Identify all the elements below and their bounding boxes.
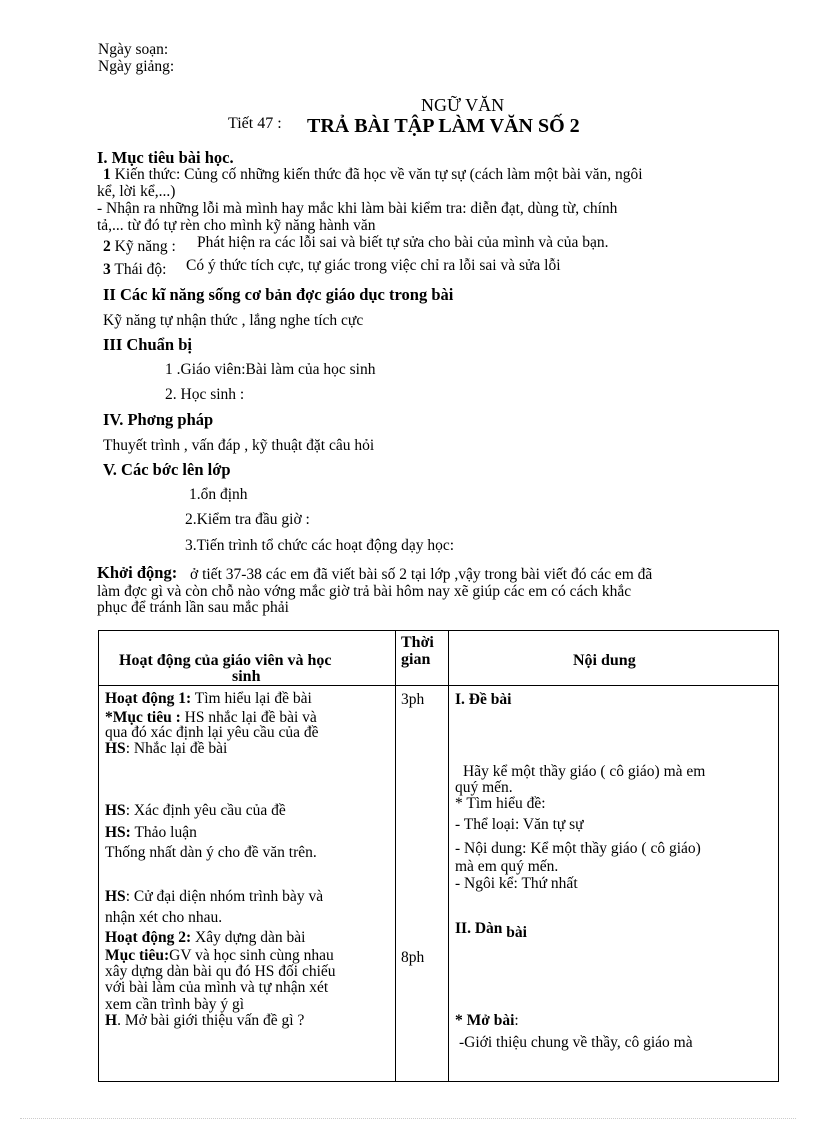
procedure-step-3: 3.Tiến trình tổ chức các hoạt động dạy học: [185,537,455,554]
section-method-heading: IV. Phơng pháp [103,410,214,429]
warmup-text: ở tiết 37-38 các em đã viết bài số 2 tại lớp ,vậy trong bài viết đó các em đã [190,566,653,583]
life-skills-text: Kỹ năng tự nhận thức , lắng nghe tích cực [103,312,364,329]
procedure-step-2: 2.Kiểm tra đầu giờ : [185,511,310,528]
attitude-text: Có ý thức tích cực, tự giác trong việc chỉ ra lỗi sai và sửa lỗi [186,257,561,274]
hs2-text: : Xác định yêu cầu của đề [125,802,286,819]
prep-date-label: Ngày soạn: [98,41,169,58]
activity2-label: Hoạt động 2: [105,929,192,946]
objective2-line4: xem cần trình bày ý gì [105,996,245,1013]
topic-text: Hãy kể một thầy giáo ( cô giáo) mà em [463,763,706,780]
hs1-label: HS [105,740,126,757]
teacher-prep: 1 .Giáo viên:Bài làm của học sinh [165,361,376,378]
genre-text: - Thể loại: Văn tự sự [455,816,584,833]
hs3-label: HS: [105,824,131,841]
table-header-row [99,631,779,686]
skill-text: Phát hiện ra các lỗi sai và biết tự sửa cho bài của mình và của bạn. [197,234,609,251]
time-activity2: 8ph [401,949,425,966]
header-content-label: Nội dung [573,652,636,669]
knowledge-number: 1 [103,166,111,183]
content-label: - Nội dung: [455,840,527,857]
content-text: Kể một thầy giáo ( cô giáo) [530,840,701,857]
analysis-heading: * Tìm hiểu đề: [455,795,546,812]
outline-heading-part1: II. Dàn [455,920,503,937]
header-activities-line2: sinh [232,668,261,685]
section-preparation-heading: III Chuẩn bị [103,335,192,354]
attitude-number: 3 [103,261,111,278]
knowledge-text-cont: kể, lời kể,...) [97,183,176,200]
topic-heading: I. Đề bài [455,691,512,708]
question-text: . Mở bài giới thiệu vấn đề gì ? [117,1012,305,1029]
lesson-table [98,630,779,1082]
skill-number: 2 [103,238,111,255]
hs2-label: HS [105,802,126,819]
warmup-label: Khởi động: [97,563,178,582]
warmup-text-end: phục để tránh lần sau mắc phải [97,599,289,616]
hs1-text: : Nhắc lại đề bài [125,740,228,757]
header-time [396,631,449,686]
lesson-number: Tiết 47 : [228,115,282,132]
section-life-skills-heading: II Các kĩ năng sống cơ bản đợc giáo dục trong bài [103,285,454,304]
header-time-line1: Thời [401,634,434,651]
page-bottom-rule [20,1118,796,1119]
activity1-label: Hoạt động 1: [105,690,192,707]
time-cell [396,686,449,1082]
hs3-text: Thảo luận [134,824,197,841]
intro-colon: : [514,1012,519,1029]
objective2-label: Mục tiêu: [105,947,170,964]
student-prep: 2. Học sinh : [165,386,245,403]
recognize-text-cont: tả,... từ đó tự rèn cho mình kỹ năng hành văn [97,217,376,234]
content-cell [449,686,779,1082]
page-title: TRẢ BÀI TẬP LÀM VĂN SỐ 2 [307,115,580,137]
section-objectives-heading: I. Mục tiêu bài học. [97,148,234,167]
warmup-text-cont: làm đợc gì và còn chỗ nào vớng mắc giờ trả bài hôm nay xẽ giúp các em có cách khắc [97,583,632,600]
topic-text-cont: quý mến. [455,779,513,796]
knowledge-text: Kiến thức: Củng cố những kiến thức đã học về văn tự sự (cách làm một bài văn, ngôi [114,166,643,183]
objective1-label: *Mục tiêu : [105,709,181,726]
hs4-text: : Cử đại diện nhóm trình bày và [125,888,324,905]
teach-date-label: Ngày giảng: [98,58,175,75]
recognize-text: - Nhận ra những lỗi mà mình hay mắc khi làm bài kiểm tra: diễn đạt, dùng từ, chính [97,200,618,217]
procedure-step-1: 1.ổn định [189,486,248,503]
header-time-line2: gian [401,651,431,668]
method-text: Thuyết trình , vấn đáp , kỹ thuật đặt câu hỏi [103,437,375,454]
activity1-text: Tìm hiểu lại đề bài [194,690,312,707]
time-activity1: 3ph [401,691,425,708]
hs4-text-cont: nhận xét cho nhau. [105,909,223,926]
content-text-cont: mà em quý mến. [455,858,559,875]
objective2-text: GV và học sinh cùng nhau [169,947,334,964]
section-procedure-heading: V. Các bớc lên lớp [103,460,231,479]
narrator-text: - Ngôi kể: Thứ nhất [455,875,578,892]
hs4-label: HS [105,888,126,905]
question-label: H [105,1012,118,1029]
activity2-text: Xây dựng dàn bài [195,929,306,946]
skill-label: Kỹ năng : [114,238,176,255]
objective1-text-cont: qua đó xác định lại yêu cầu của đề [105,724,319,741]
outline-heading-part2: bài [506,924,527,941]
header-activities [99,631,396,686]
attitude-label: Thái độ: [114,261,167,278]
header-content [449,631,779,686]
intro-label: * Mở bài [455,1012,515,1029]
agree-outline-text: Thống nhất dàn ý cho đề văn trên. [105,844,317,861]
subject-heading: NGỮ VĂN [421,95,505,115]
objective1-text: HS nhắc lại đề bài và [184,709,317,726]
objective2-line2: xây dựng dàn bài qu đó HS đối chiếu [105,963,336,980]
table-row [99,686,779,1082]
objective2-line3: với bài làm của mình và tự nhận xét [105,979,329,996]
header-activities-line1: Hoạt động của giáo viên và học [119,652,332,669]
activities-cell [99,686,396,1082]
intro-text: -Giới thiệu chung về thầy, cô giáo mà [459,1034,693,1051]
outline-heading [455,920,527,941]
